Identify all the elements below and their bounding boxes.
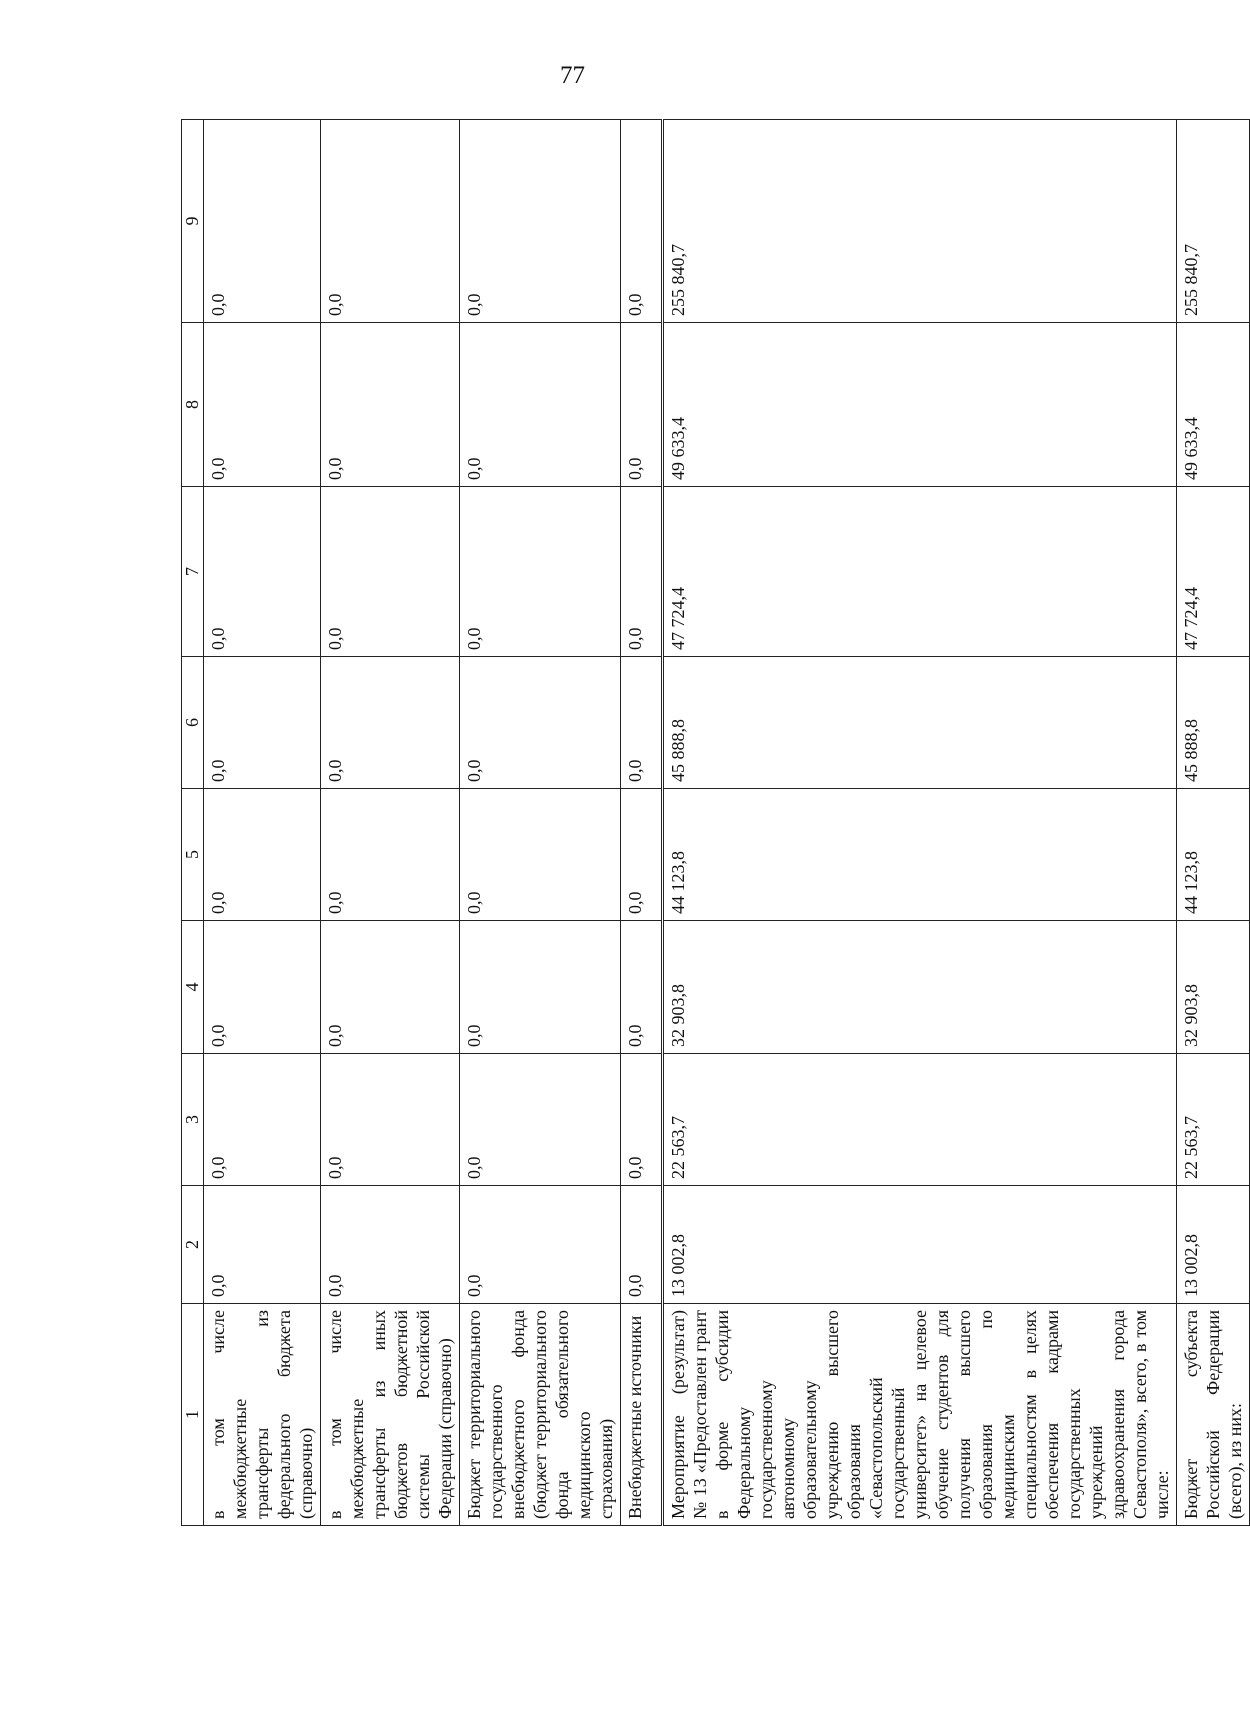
column-header: 3 xyxy=(182,1054,204,1186)
table-row xyxy=(204,120,321,1526)
header-row xyxy=(182,120,204,1526)
table-cell: 0,0 xyxy=(460,921,621,1054)
page-number: 77 xyxy=(560,62,585,89)
table-cell: 0,0 xyxy=(321,1054,460,1186)
row-label: Мероприятие (результат) № 13 «Предоставлен грант в форме субсидии Федеральному государственному автономному образовательному учреждению высшего образования «Севастопольский государственный университет» на целевое обучение студентов для получения высшего образования по медицинским специальностям в целях обеспечения кадрами государственных учреждений здравоохранения города Севастополя», всего, в том числе: xyxy=(663,1304,1177,1526)
table-cell: 0,0 xyxy=(460,1054,621,1186)
table-cell: 0,0 xyxy=(460,323,621,487)
table-cell: 0,0 xyxy=(460,657,621,789)
table-cell: 0,0 xyxy=(204,789,321,921)
table-cell: 0,0 xyxy=(321,657,460,789)
table-row xyxy=(1177,120,1250,1526)
table-cell: 0,0 xyxy=(321,921,460,1054)
table-row xyxy=(621,120,663,1526)
budget-table xyxy=(181,119,1250,1526)
table-cell: 0,0 xyxy=(460,487,621,657)
table-cell: 0,0 xyxy=(460,1186,621,1304)
table-cell: 0,0 xyxy=(621,1186,663,1304)
table-cell: 255 840,7 xyxy=(663,120,1177,323)
table-cell: 0,0 xyxy=(460,789,621,921)
row-label: Внебюджетные источники xyxy=(621,1304,663,1526)
table-cell: 32 903,8 xyxy=(1177,921,1250,1054)
table-cell: 0,0 xyxy=(460,120,621,323)
table-row xyxy=(460,120,621,1526)
table-cell: 0,0 xyxy=(321,487,460,657)
table-cell: 13 002,8 xyxy=(663,1186,1177,1304)
row-label: в том числе межбюджетные трансферты из федерального бюджета (справочно) xyxy=(204,1304,321,1526)
table-cell: 0,0 xyxy=(204,487,321,657)
column-header: 5 xyxy=(182,789,204,921)
column-header: 9 xyxy=(182,120,204,323)
column-header: 7 xyxy=(182,487,204,657)
column-header: 8 xyxy=(182,323,204,487)
table-cell: 0,0 xyxy=(621,1054,663,1186)
table-cell: 0,0 xyxy=(621,120,663,323)
table-cell: 0,0 xyxy=(204,120,321,323)
table-cell: 45 888,8 xyxy=(663,657,1177,789)
table-cell: 44 123,8 xyxy=(1177,789,1250,921)
table-cell: 47 724,4 xyxy=(663,487,1177,657)
table-cell: 49 633,4 xyxy=(1177,323,1250,487)
table-row xyxy=(663,120,1177,1526)
table-cell: 44 123,8 xyxy=(663,789,1177,921)
table-cell: 0,0 xyxy=(321,120,460,323)
table-cell: 0,0 xyxy=(204,1054,321,1186)
table-cell: 47 724,4 xyxy=(1177,487,1250,657)
row-label: в том числе межбюджетные трансферты из иных бюджетов бюджетной системы Российской Федерации (справочно) xyxy=(321,1304,460,1526)
table-cell: 0,0 xyxy=(204,657,321,789)
column-header: 4 xyxy=(182,921,204,1054)
table-cell: 0,0 xyxy=(321,1186,460,1304)
table-cell: 45 888,8 xyxy=(1177,657,1250,789)
column-header: 1 xyxy=(182,1304,204,1526)
table-row xyxy=(321,120,460,1526)
table-cell: 0,0 xyxy=(621,789,663,921)
table-cell: 0,0 xyxy=(621,487,663,657)
table-cell: 0,0 xyxy=(204,921,321,1054)
table-cell: 22 563,7 xyxy=(1177,1054,1250,1186)
table-cell: 0,0 xyxy=(204,323,321,487)
table-cell: 0,0 xyxy=(621,323,663,487)
row-label: Бюджет субъекта Российской Федерации (всего), из них: xyxy=(1177,1304,1250,1526)
table-cell: 0,0 xyxy=(621,657,663,789)
column-header: 6 xyxy=(182,657,204,789)
table-cell: 22 563,7 xyxy=(663,1054,1177,1186)
table-cell: 13 002,8 xyxy=(1177,1186,1250,1304)
table-cell: 32 903,8 xyxy=(663,921,1177,1054)
table-cell: 0,0 xyxy=(321,789,460,921)
table-cell: 0,0 xyxy=(621,921,663,1054)
table-cell: 49 633,4 xyxy=(663,323,1177,487)
table-cell: 0,0 xyxy=(321,323,460,487)
table-cell: 255 840,7 xyxy=(1177,120,1250,323)
table-cell: 0,0 xyxy=(204,1186,321,1304)
row-label: Бюджет территориального государственного внебюджетного фонда (бюджет территориального фонда обязательного медицинского страхования) xyxy=(460,1304,621,1526)
column-header: 2 xyxy=(182,1186,204,1304)
budget-table-rotated xyxy=(181,120,1245,1526)
